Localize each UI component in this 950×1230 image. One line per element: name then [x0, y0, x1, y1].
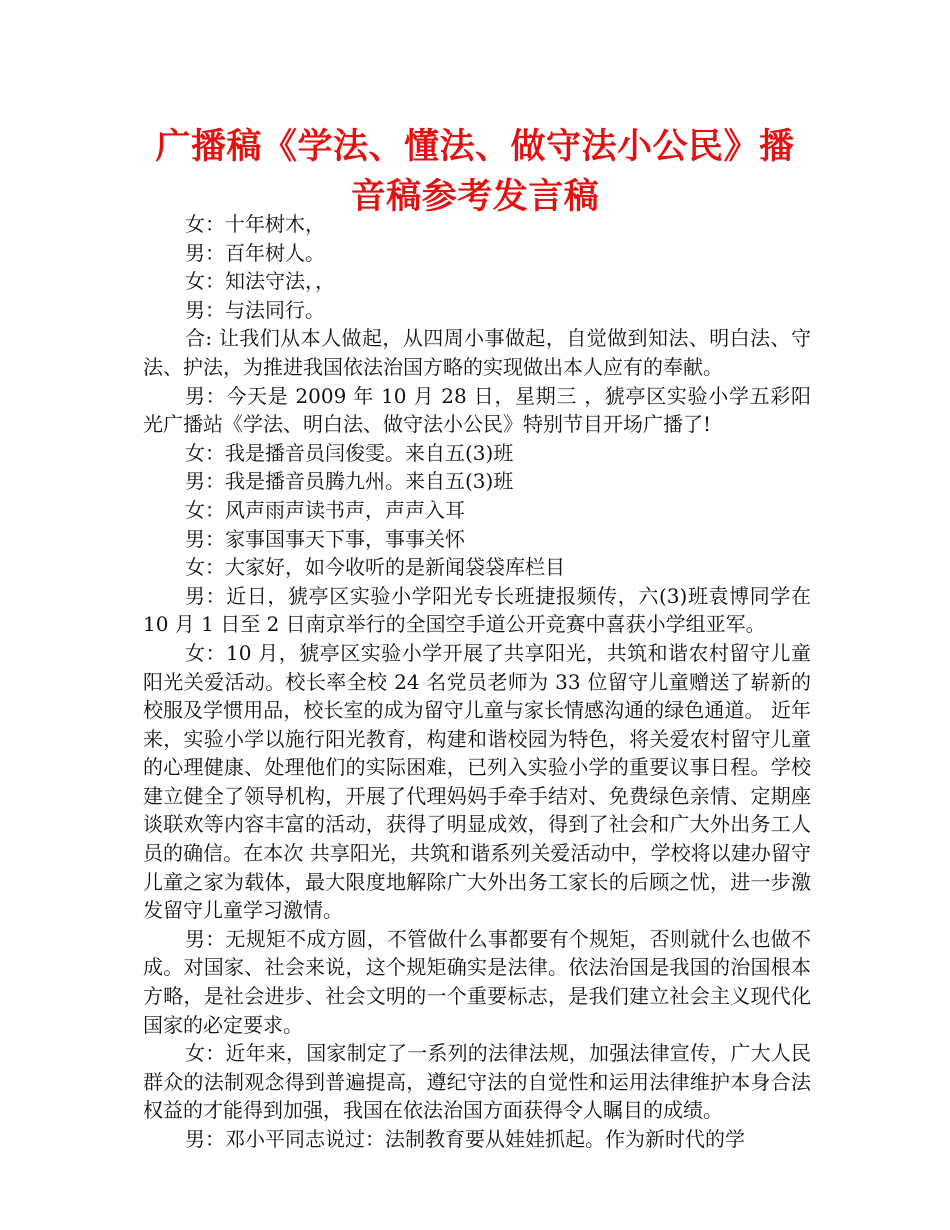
document-body — [143, 210, 811, 1154]
paragraph: 合: 让我们从本人做起，从四周小事做起，自觉做到知法、明白法、守法、护法，为推进我国依法治国方略的实现做出本人应有的奉献。 — [143, 326, 811, 379]
paragraph: 男：家事国事天下事，事事关怀 — [185, 526, 465, 551]
paragraph: 女：大家好，如今收听的是新闻袋袋库栏目 — [185, 555, 565, 580]
paragraph: 女：10 月，猇亭区实验小学开展了共享阳光，共筑和谐农村留守儿童阳光关爱活动。校长率全校 24 名党员老师为 33 位留守儿童赠送了崭新的校服及学惯用品，校长室的成为留守儿童与家长情感沟通的绿色通道。 近年来，实验小学以施行阳光教育，构建和谐校园为特色，将关爱农村留守儿童的心理健康、处理他们的实际困难，已列入实验小学的重要议事日程。学校建立健全了领导机构，开展了代理妈妈手牵手结对、免费绿色亲情、定期座谈联欢等内容丰富的活动，获得了明显成效，得到了社会和广大外出务工人员的确信。在本次 共享阳光，共筑和谐系列关爱活动中，学校将以建办留守儿童之家为载体，最大限度地解除广大外出务工家长的后顾之忧，进一步激发留守儿童学习激情。 — [143, 640, 811, 923]
paragraph: 男：我是播音员腾九州。来自五(3)班 — [185, 469, 514, 494]
paragraph: 男：近日，猇亭区实验小学阳光专长班捷报频传，六(3)班袁博同学在 10 月 1 日至 2 日南京举行的全国空手道公开竞赛中喜获小学组亚军。 — [143, 583, 811, 637]
paragraph: 男：与法同行。 — [185, 297, 325, 322]
paragraph: 男：无规矩不成方圆，不管做什么事都要有个规矩，否则就什么也做不成。对国家、社会来说，这个规矩确实是法律。依法治国是我国的治国根本方略，是社会进步、社会文明的一个重要标志，是我们建立社会主义现代化国家的必定要求。 — [143, 926, 811, 1037]
paragraph: 女：十年树木， — [185, 212, 325, 236]
paragraph: 男：今天是 2009 年 10 月 28 日，星期三 ，猇亭区实验小学五彩阳光广播站《学法、明白法、做守法小公民》特别节目开场广播了! — [143, 383, 811, 437]
paragraph: 女：我是播音员闫俊雯。来自五(3)班 — [185, 440, 514, 465]
document-title: 广播稿《学法、懂法、做守法小公民》播音稿参考发言稿 — [155, 127, 795, 217]
paragraph: 女：近年来，国家制定了一系列的法律法规，加强法律宣传，广大人民群众的法制观念得到普遍提高，遵纪守法的自觉性和运用法律维护本身合法权益的才能得到加强，我国在依法治国方面获得令人瞩目的成绩。 — [143, 1041, 811, 1123]
paragraph: 男：邓小平同志说过：法制教育要从娃娃抓起。作为新时代的学 — [185, 1127, 745, 1151]
paragraph: 女：知法守法，， — [185, 269, 335, 294]
paragraph: 男：百年树人。 — [185, 240, 325, 265]
paragraph: 女：风声雨声读书声，声声入耳 — [185, 497, 465, 522]
